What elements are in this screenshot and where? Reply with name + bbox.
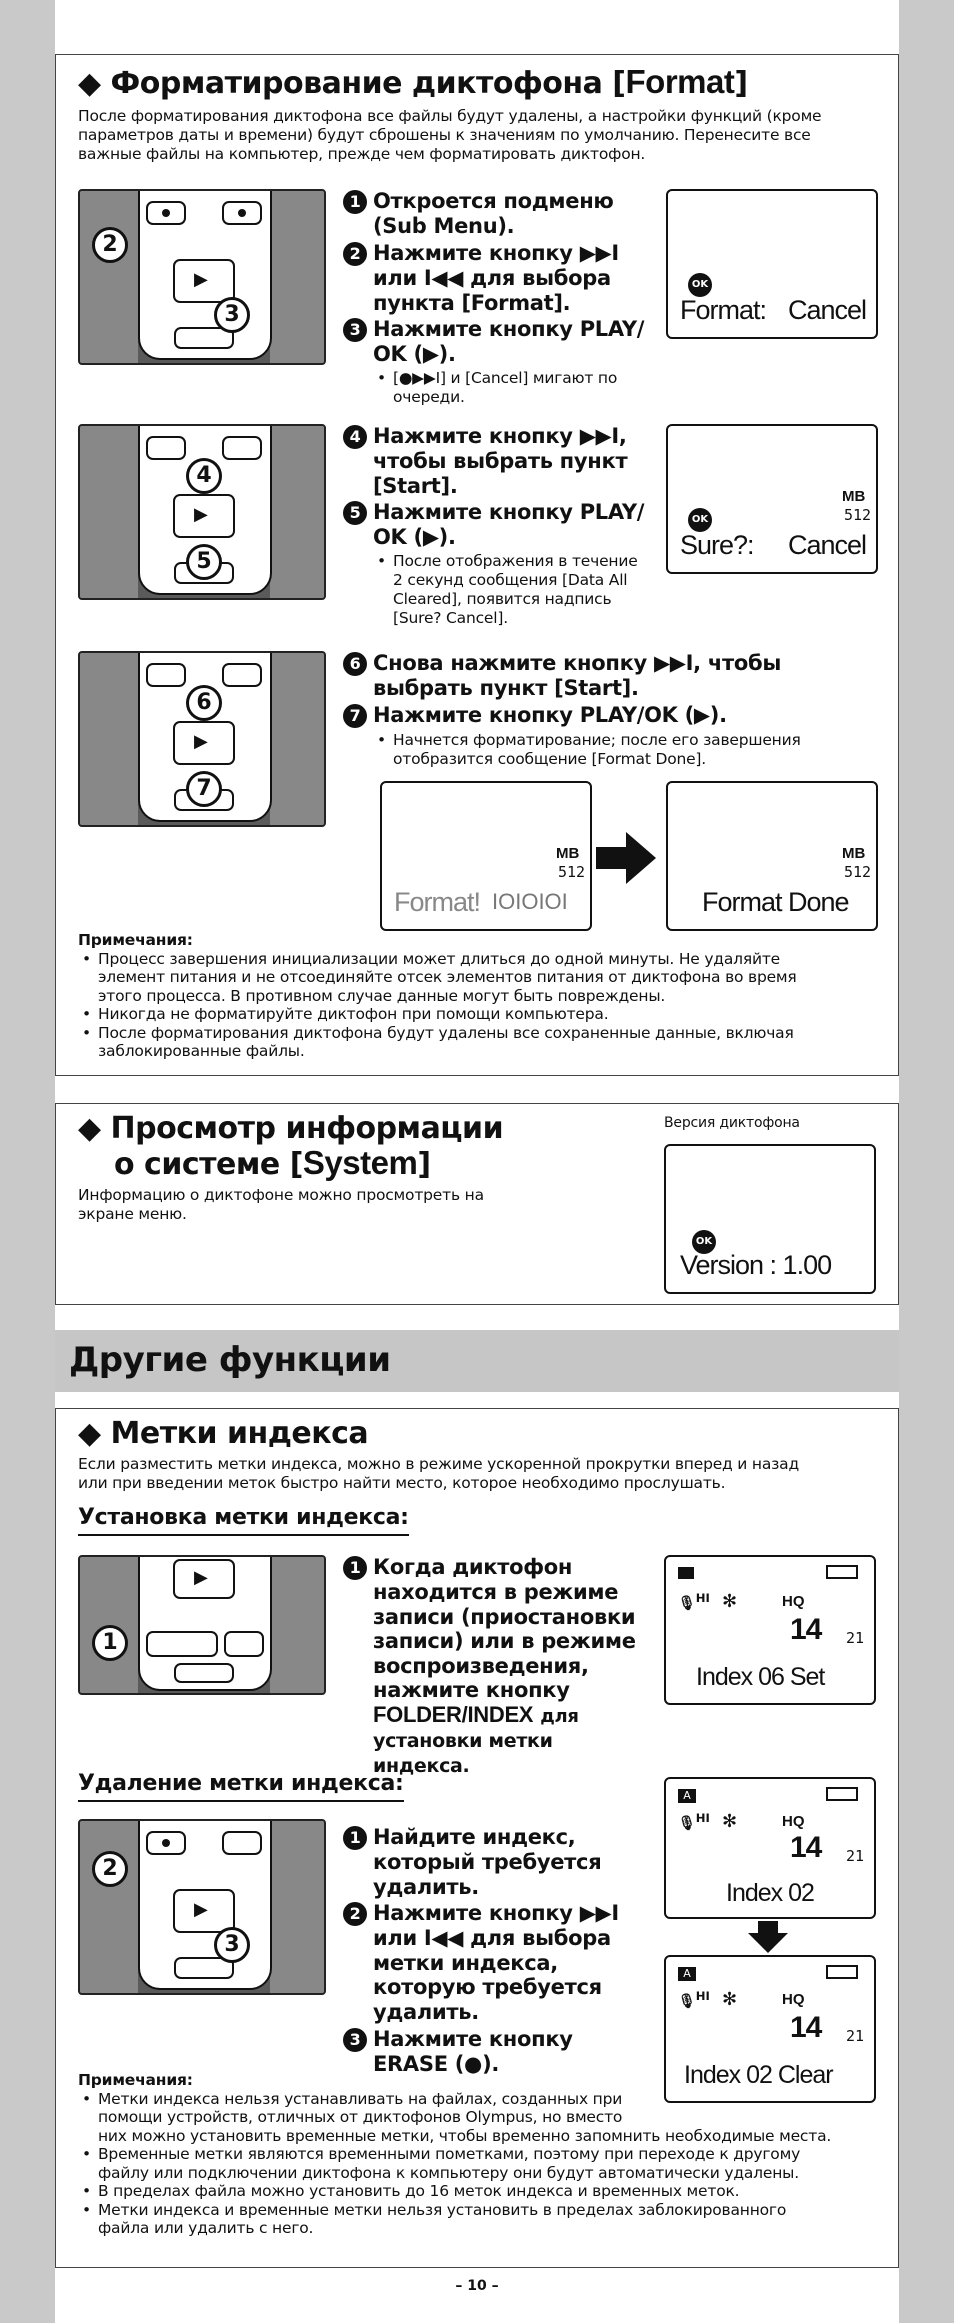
play-icon: ▶ [194, 731, 208, 752]
callout-7: 7 [186, 771, 222, 807]
format-section [55, 54, 899, 1076]
format-step-5: 5 Нажмите кнопку PLAY/ OK (▶). [343, 500, 644, 550]
format-step-7: 7 Нажмите кнопку PLAY/OK (▶). [343, 703, 727, 728]
recorder-illustration-2 [78, 424, 326, 600]
system-section [55, 1103, 899, 1305]
delete-step-2: 2 Нажмите кнопку ▶▶I или I◀◀ для выбора метки индекса, которую требуется удалить. [343, 1901, 619, 2024]
system-text: Информацию о диктофоне можно просмотреть на экране меню. [78, 1186, 484, 1223]
callout-3: 3 [214, 1927, 250, 1963]
lcd-format-progress: MB 512 Format! IOIOIOI [380, 781, 592, 931]
recorder-illustration-1 [78, 189, 326, 365]
format-step-6: 6 Снова нажмите кнопку ▶▶I, чтобы выбрать пункт [Start]. [343, 651, 781, 701]
format-notes: Примечания: • Процесс завершения инициализации может длиться до одной минуты. Не удаляйте элемент питания и не отсоединяйте отсек элементов питания от диктофона во время этого процесса. В противном случае данные могут быть повреждены. • Никогда не форматируйте диктофон при помощи компьютера. • После форматирования диктофона будут удалены все сохраненные данные, включая заблокированные файлы. [78, 931, 888, 1061]
fan-icon: ✻ [722, 1811, 738, 1832]
index-title: ◆ Метки индекса [78, 1416, 369, 1451]
callout-2: 2 [92, 227, 128, 263]
folder-icon [678, 1567, 694, 1579]
play-icon: ▶ [194, 1567, 208, 1588]
mic-icon: 🎙 [678, 1815, 696, 1832]
format-step-3: 3 Нажмите кнопку PLAY/ OK (▶). [343, 317, 644, 367]
format-step-5-note: • После отображения в течение 2 секунд сообщения [Data All Cleared], появится надпись [Sure? Cancel]. [373, 552, 638, 628]
set-index-step: 1 Когда диктофон находится в режиме записи (приостановки записи) или в режиме воспроизведения, нажмите кнопку FOLDER/INDEX для установки метки индекса. [343, 1555, 643, 1778]
index-section [55, 1408, 899, 2268]
play-icon: ▶ [194, 504, 208, 525]
callout-1: 1 [92, 1625, 128, 1661]
manual-page [55, 0, 899, 2323]
recorder-illustration-4 [78, 1555, 326, 1695]
callout-5: 5 [186, 544, 222, 580]
index-notes: Примечания: • Метки индекса нельзя устанавливать на файлах, созданных при помощи устройств, отличных от диктофонов Olympus, но вместо них можно установить временные метки, чтобы временно запомнить необходимые места. • Временные метки являются временными пометками, поэтому при переходе к другому файлу или подключении диктофона к компьютеру они будут автоматически удалены. • В пределах файла можно установить до 16 меток индекса и временных меток. • Метки индекса и временные метки нельзя установить в пределах заблокированного файла или удалить с него. [78, 2071, 898, 2238]
ok-icon: OK [688, 273, 712, 297]
battery-icon [826, 1565, 858, 1579]
diamond-icon: ◆ [78, 1416, 101, 1451]
delete-step-3: 3 Нажмите кнопку ERASE (●). [343, 2027, 573, 2077]
index-intro: Если разместить метки индекса, можно в режиме ускоренной прокрутки вперед и назад или при введении меток быстро найти место, которое необходимо прослушать. [78, 1455, 799, 1492]
fan-icon: ✻ [722, 1989, 738, 2010]
lcd-sure-cancel: MB 512 OK Sure?: Cancel [666, 424, 878, 574]
lcd-index-02: A 🎙$^{HI}$ ✻ HQ 14 21 Index 02 [664, 1777, 876, 1919]
format-step-2: 2 Нажмите кнопку ▶▶I или I◀◀ для выбора пункта [Format]. [343, 241, 619, 315]
format-step-1: 1 Откроется подменю (Sub Menu). [343, 189, 614, 239]
format-step-3-note: • [●▶▶I] и [Cancel] мигают по очереди. [373, 369, 617, 407]
delete-index-heading: Удаление метки индекса: [78, 1771, 404, 1796]
battery-icon [826, 1787, 858, 1801]
version-caption: Версия диктофона [664, 1115, 800, 1131]
recorder-illustration-5 [78, 1819, 326, 1995]
lcd-index-set: 🎙$^{HI}$ ✻ HQ 14 21 Index 06 Set [664, 1555, 876, 1705]
recorder-illustration-3 [78, 651, 326, 827]
format-title: ◆ Форматирование диктофона [Format] [78, 63, 748, 101]
callout-4: 4 [186, 458, 222, 494]
set-index-heading: Установка метки индекса: [78, 1505, 409, 1530]
play-icon: ▶ [194, 1899, 208, 1920]
ok-icon: OK [688, 508, 712, 532]
callout-2: 2 [92, 1851, 128, 1887]
arrow-down-head [748, 1933, 788, 1953]
fan-icon: ✻ [722, 1591, 738, 1612]
lcd-format-done: MB 512 Format Done [666, 781, 878, 931]
callout-6: 6 [186, 685, 222, 721]
lcd-format-cancel: OK Format: Cancel [666, 189, 878, 339]
battery-icon [826, 1965, 858, 1979]
mic-icon: 🎙 [678, 1595, 696, 1612]
other-functions-banner: Другие функции [55, 1330, 899, 1392]
callout-3: 3 [214, 297, 250, 333]
format-intro: После форматирования диктофона все файлы будут удалены, а настройки функций (кроме параметров даты и времени) будут сброшены к значениям по умолчанию. Перенесите все важные файлы на компьютер, прежде чем форматировать диктофон. [78, 107, 822, 163]
ok-icon: OK [692, 1230, 716, 1254]
arrow-right-head [626, 832, 656, 884]
page-number: – 10 – [455, 2278, 499, 2294]
lcd-version: OK Version : 1.00 [664, 1144, 876, 1294]
mic-icon: 🎙 [678, 1993, 696, 2010]
format-step-4: 4 Нажмите кнопку ▶▶I, чтобы выбрать пункт [Start]. [343, 424, 627, 498]
diamond-icon: ◆ [78, 66, 101, 101]
arrow-right-icon [596, 847, 626, 869]
format-step-7-note: • Начнется форматирование; после его завершения отобразится сообщение [Format Done]. [373, 731, 801, 769]
lcd-index-02-clear: A 🎙$^{HI}$ ✻ HQ 14 21 Index 02 Clear [664, 1955, 876, 2103]
system-title: ◆ Просмотр информации о системе [System] [78, 1111, 504, 1182]
play-icon: ▶ [194, 269, 208, 290]
delete-step-1: 1 Найдите индекс, который требуется удалить. [343, 1825, 601, 1899]
diamond-icon: ◆ [78, 1111, 101, 1146]
